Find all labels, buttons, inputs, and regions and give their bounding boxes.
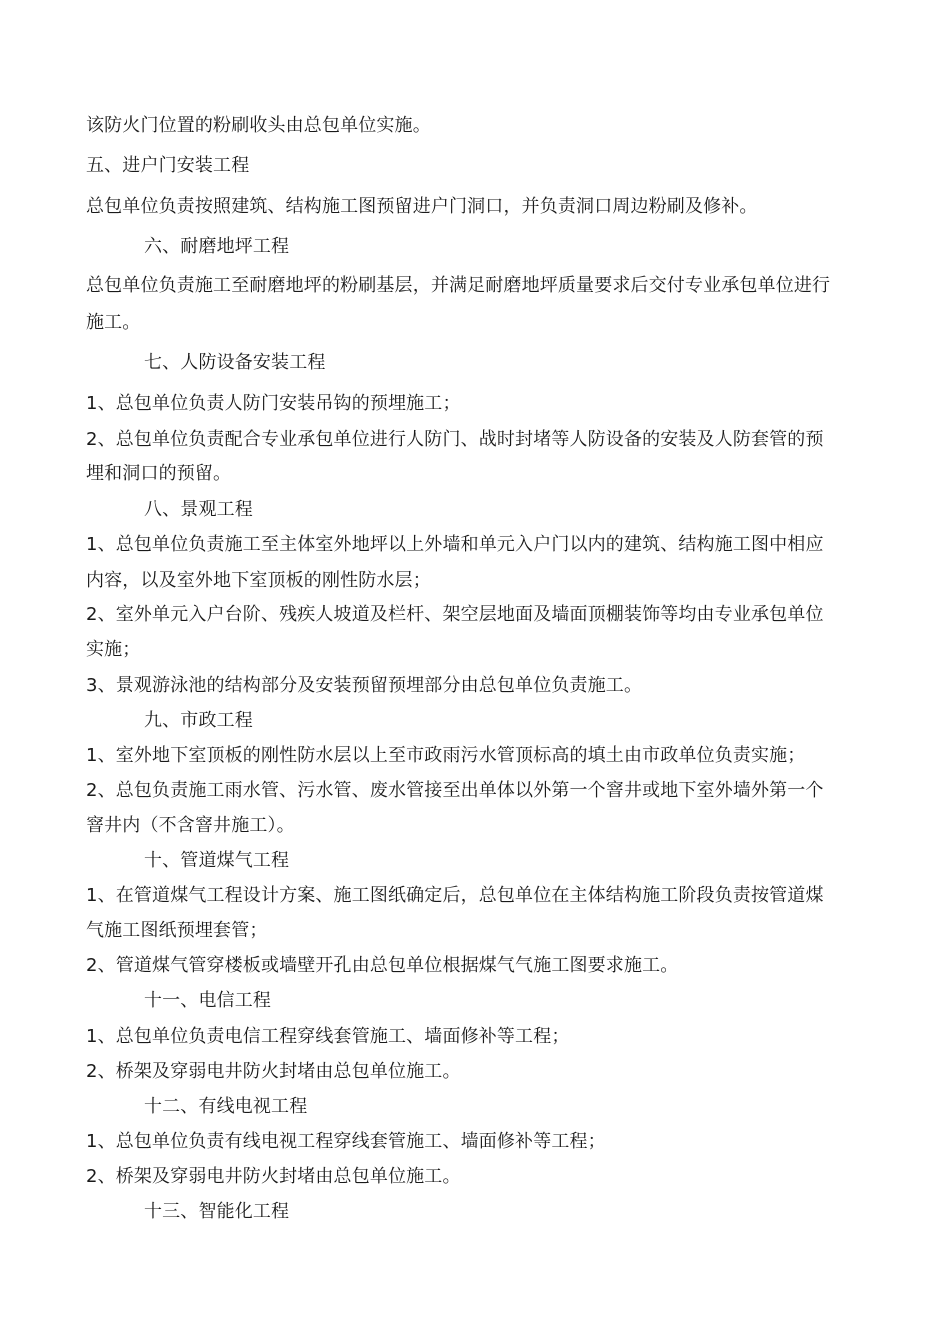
list-item: 2、总包单位负责配合专业承包单位进行人防门、战时封堵等人防设备的安装及人防套管的预 <box>86 429 824 450</box>
list-item-continuation: 埋和洞口的预留。 <box>86 463 232 484</box>
list-item-continuation: 窨井内（不含窨井施工）。 <box>86 815 295 836</box>
list-item: 1、总包单位负责电信工程穿线套管施工、墙面修补等工程； <box>86 1026 570 1047</box>
body-text: 施工。 <box>86 312 141 333</box>
list-item: 1、总包单位负责有线电视工程穿线套管施工、墙面修补等工程； <box>86 1131 606 1152</box>
section-heading: 七、人防设备安装工程 <box>144 352 326 373</box>
list-item: 1、总包单位负责施工至主体室外地坪以上外墙和单元入户门以内的建筑、结构施工图中相应 <box>86 534 824 555</box>
section-heading: 九、市政工程 <box>144 710 253 731</box>
section-heading: 十一、电信工程 <box>144 990 272 1011</box>
list-item-continuation: 实施； <box>86 639 141 660</box>
list-item: 2、总包负责施工雨水管、污水管、废水管接至出单体以外第一个窨井或地下室外墙外第一个 <box>86 780 824 801</box>
section-heading: 五、进户门安装工程 <box>86 155 250 176</box>
section-heading: 八、景观工程 <box>144 499 253 520</box>
list-item: 2、桥架及穿弱电井防火封堵由总包单位施工。 <box>86 1061 461 1082</box>
body-text: 该防火门位置的粉刷收头由总包单位实施。 <box>86 115 431 136</box>
list-item: 3、景观游泳池的结构部分及安装预留预埋部分由总包单位负责施工。 <box>86 675 643 696</box>
list-item: 1、在管道煤气工程设计方案、施工图纸确定后，总包单位在主体结构施工阶段负责按管道煤 <box>86 885 824 906</box>
body-text: 总包单位负责施工至耐磨地坪的粉刷基层，并满足耐磨地坪质量要求后交付专业承包单位进行 <box>86 275 831 296</box>
section-heading: 六、耐磨地坪工程 <box>144 236 290 257</box>
section-heading: 十、管道煤气工程 <box>144 850 290 871</box>
section-heading: 十二、有线电视工程 <box>144 1096 308 1117</box>
list-item-continuation: 内容，以及室外地下室顶板的刚性防水层； <box>86 570 431 591</box>
list-item: 2、桥架及穿弱电井防火封堵由总包单位施工。 <box>86 1166 461 1187</box>
list-item: 1、总包单位负责人防门安装吊钩的预埋施工； <box>86 393 461 414</box>
list-item: 1、室外地下室顶板的刚性防水层以上至市政雨污水管顶标高的填土由市政单位负责实施； <box>86 745 806 766</box>
section-heading: 十三、智能化工程 <box>144 1201 290 1222</box>
list-item: 2、室外单元入户台阶、残疾人坡道及栏杆、架空层地面及墙面顶棚装饰等均由专业承包单位 <box>86 604 824 625</box>
body-text: 总包单位负责按照建筑、结构施工图预留进户门洞口，并负责洞口周边粉刷及修补。 <box>86 196 758 217</box>
list-item-continuation: 气施工图纸预埋套管； <box>86 920 268 941</box>
list-item: 2、管道煤气管穿楼板或墙壁开孔由总包单位根据煤气气施工图要求施工。 <box>86 955 679 976</box>
